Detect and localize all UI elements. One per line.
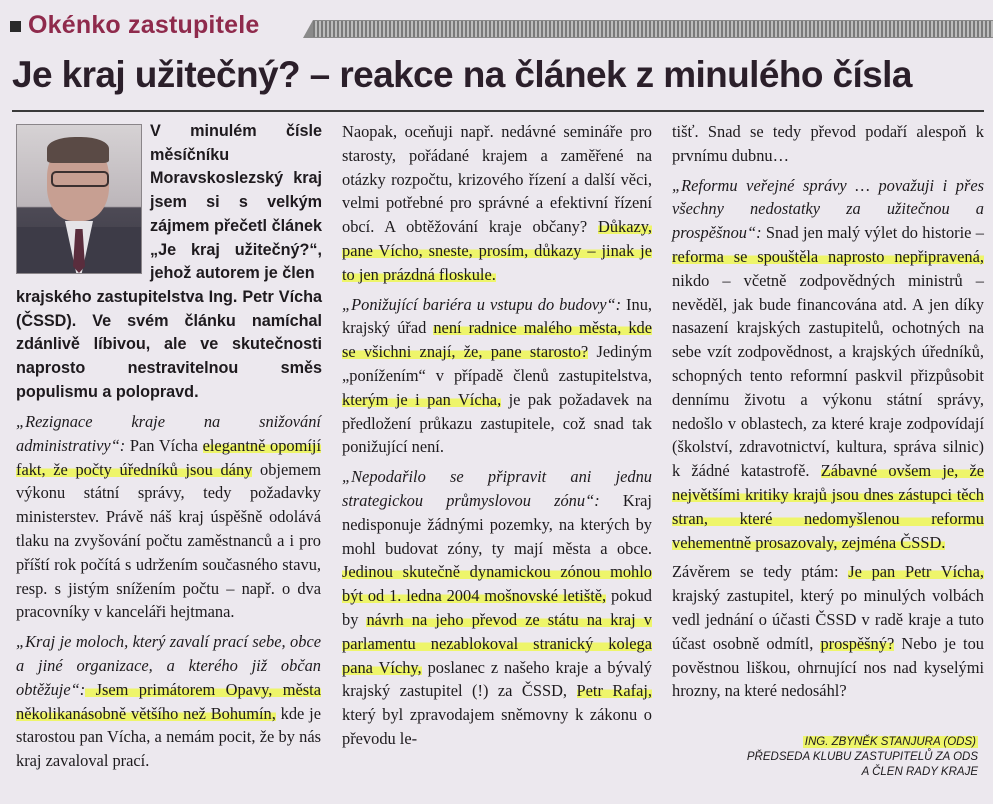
quote: „Ponižující bariéra u vstupu do budovy“:	[342, 294, 622, 314]
author-role-1: PŘEDSEDA KLUBU ZASTUPITELŮ ZA ODS	[746, 751, 978, 763]
author-name	[803, 735, 978, 750]
author-photo	[16, 124, 142, 274]
article-column-3	[672, 120, 984, 703]
quote: „Nepodařilo se připravit ani jednu strategickou průmyslovou zónu“:	[342, 467, 652, 510]
highlight: Jsem primátorem Opavy, města několikanásobně většího než Bohumín,	[16, 679, 321, 723]
author-signature	[672, 735, 978, 780]
highlight: Je pan Petr Vícha,	[848, 562, 984, 582]
text: je pak požadavek na předložení průkazu zastupitele, což snad tak ponižující není.	[342, 389, 652, 457]
quote: „Reformu veřejné správy … považuji i přes všechny nedostatky za užitečnou a prospěšnou“:	[672, 175, 984, 243]
lead-paragraph-part-a: V minulém čísle měsíčníku Moravskoslezský kraj jsem si s velkým zájmem přečetl článek „Je kraj užitečný?“, jehož autorem je člen	[150, 122, 322, 283]
highlight: Petr Rafaj,	[576, 681, 652, 701]
section-bullet-icon	[10, 21, 21, 32]
text: pokud by	[342, 586, 652, 629]
highlight: prospěšný?	[820, 633, 895, 653]
paragraph	[672, 560, 984, 703]
highlight: reforma se spouštěla naprosto nepřipravená,	[672, 246, 984, 266]
paragraph	[16, 410, 321, 624]
text: nikdo – včetně zodpovědných ministrů – nevěděl, jak bude financována atd. A jen díky nasazení krajských zastupitelů, ochotných na sebe vzít zodpovědnost, a krajských úředníků, schopných tento reformní paskvil přizpůsobit dennímu životu a výkonu státní správy, nedošlo v oblastech, za které kraje zodpovídají (školství, zdravotnictví, kultura, správa silnic) k žádné katastrofě.	[672, 270, 984, 481]
lead-paragraph-part-b: krajského zastupitelstva Ing. Petr Vícha (ČSSD). Ve svém článku namíchal zdánlivě líbivou, ale ve skutečnosti naprosto nestravitelnou směs populismu a polopravd.	[16, 288, 322, 401]
text: Naopak, oceňuji např. nedávné semináře pro starosty, pořádané krajem a zaměřené na otázky rozpočtu, krizového řízení a další věci, velmi potřebné pro správné a efektivní řízení obcí. A obtěžování kraje občany?	[342, 122, 652, 237]
text: který byl zpravodajem sněmovny k zákonu o převodu le-	[342, 705, 652, 748]
text: krajský zastupitel, který po minulých volbách vedl jednání o účasti ČSSD v radě kraje a tuto účast osobně odmítl,	[672, 586, 984, 653]
text: Nebo je tou pověstnou liškou, ohrnující nos nad kyselými hrozny, na které nedosáhl?	[672, 633, 984, 701]
quote: „Rezignace kraje na snižování administrativy“:	[16, 412, 321, 455]
highlight: Důkazy, pane Vícho, sneste, prosím, důkazy – jinak je to jen prázdná floskule.	[342, 217, 652, 284]
text: Jediným „ponížením“ v případě členů zastupitelstva,	[342, 342, 653, 385]
photo-glasses	[51, 171, 109, 187]
quote: „Kraj je moloch, který zavalí prací sebe, obce a jiné organizace, a kterého již občan obtěžuje“:	[16, 632, 321, 699]
text: Snad jen malý výlet do historie –	[761, 223, 984, 243]
highlight: elegantně opomíjí fakt, že počty úředníků jsou dány	[16, 435, 322, 479]
highlight: návrh na jeho převod ze státu na kraj v parlamentu nezablokoval stranický kolega pana Víchy,	[342, 609, 652, 677]
article-column-2	[342, 120, 652, 751]
text: poslanec z našeho kraje a bývalý krajský zastupitel (!) za ČSSD,	[342, 657, 652, 701]
highlight: kterým je i pan Vícha,	[342, 389, 502, 409]
text: Kraj nedisponuje žádnými pozemky, na kterých by mohl budovat zóny, ty mají města a obce.	[342, 490, 652, 558]
article-column-1	[16, 410, 321, 773]
highlight: Zábavné ovšem je, že největšími kritiky krajů jsou dnes zástupci těch stran, které nedomyšlenou reformu vehementně prosazovaly, zejména ČSSD.	[672, 461, 984, 552]
text: Pan Vícha	[125, 435, 203, 455]
text: Závěrem se tedy ptám:	[672, 562, 849, 582]
author-name-text: ING. ZBYNĚK STANJURA (ODS)	[804, 736, 976, 748]
author-role-2: A ČLEN RADY KRAJE	[861, 766, 978, 778]
headline-rule	[12, 110, 984, 112]
article-headline: Je kraj užitečný? – reakce na článek z minulého čísla	[12, 54, 912, 95]
text: tišť. Snad se tedy převod podaří alespoň k prvnímu dubnu…	[672, 122, 984, 165]
highlight: není radnice malého města, kde se všichni znají, že, pane starosto?	[342, 318, 652, 362]
paragraph	[342, 120, 652, 287]
paragraph	[672, 174, 984, 555]
photo-hair	[47, 137, 109, 163]
highlight: Jedinou skutečně dynamickou zónou mohlo být od 1. ledna 2004 mošnovské letiště,	[342, 562, 652, 606]
paragraph	[672, 120, 984, 168]
paragraph	[342, 293, 652, 460]
section-rule	[313, 20, 993, 38]
text: objemem výkonu státní správy, tedy požadavky ministerstev. Právě náš kraj úspěšně odolává tlaku na zvyšování počtu zaměstnanců a i pro příští rok počítá s udržením současného stavu, resp. s jistým snížením počtu – např. o dva pracovníky v kanceláři hejtmana.	[16, 459, 322, 622]
paragraph	[342, 465, 652, 751]
text: kde je starostou pan Vícha, a nemám pocit, že by nás kraj zavaloval prací.	[16, 703, 321, 771]
text: Inu, krajský úřad	[342, 294, 652, 338]
paragraph	[16, 630, 321, 773]
section-label: Okénko zastupitele	[28, 11, 260, 39]
section-header	[8, 8, 988, 42]
